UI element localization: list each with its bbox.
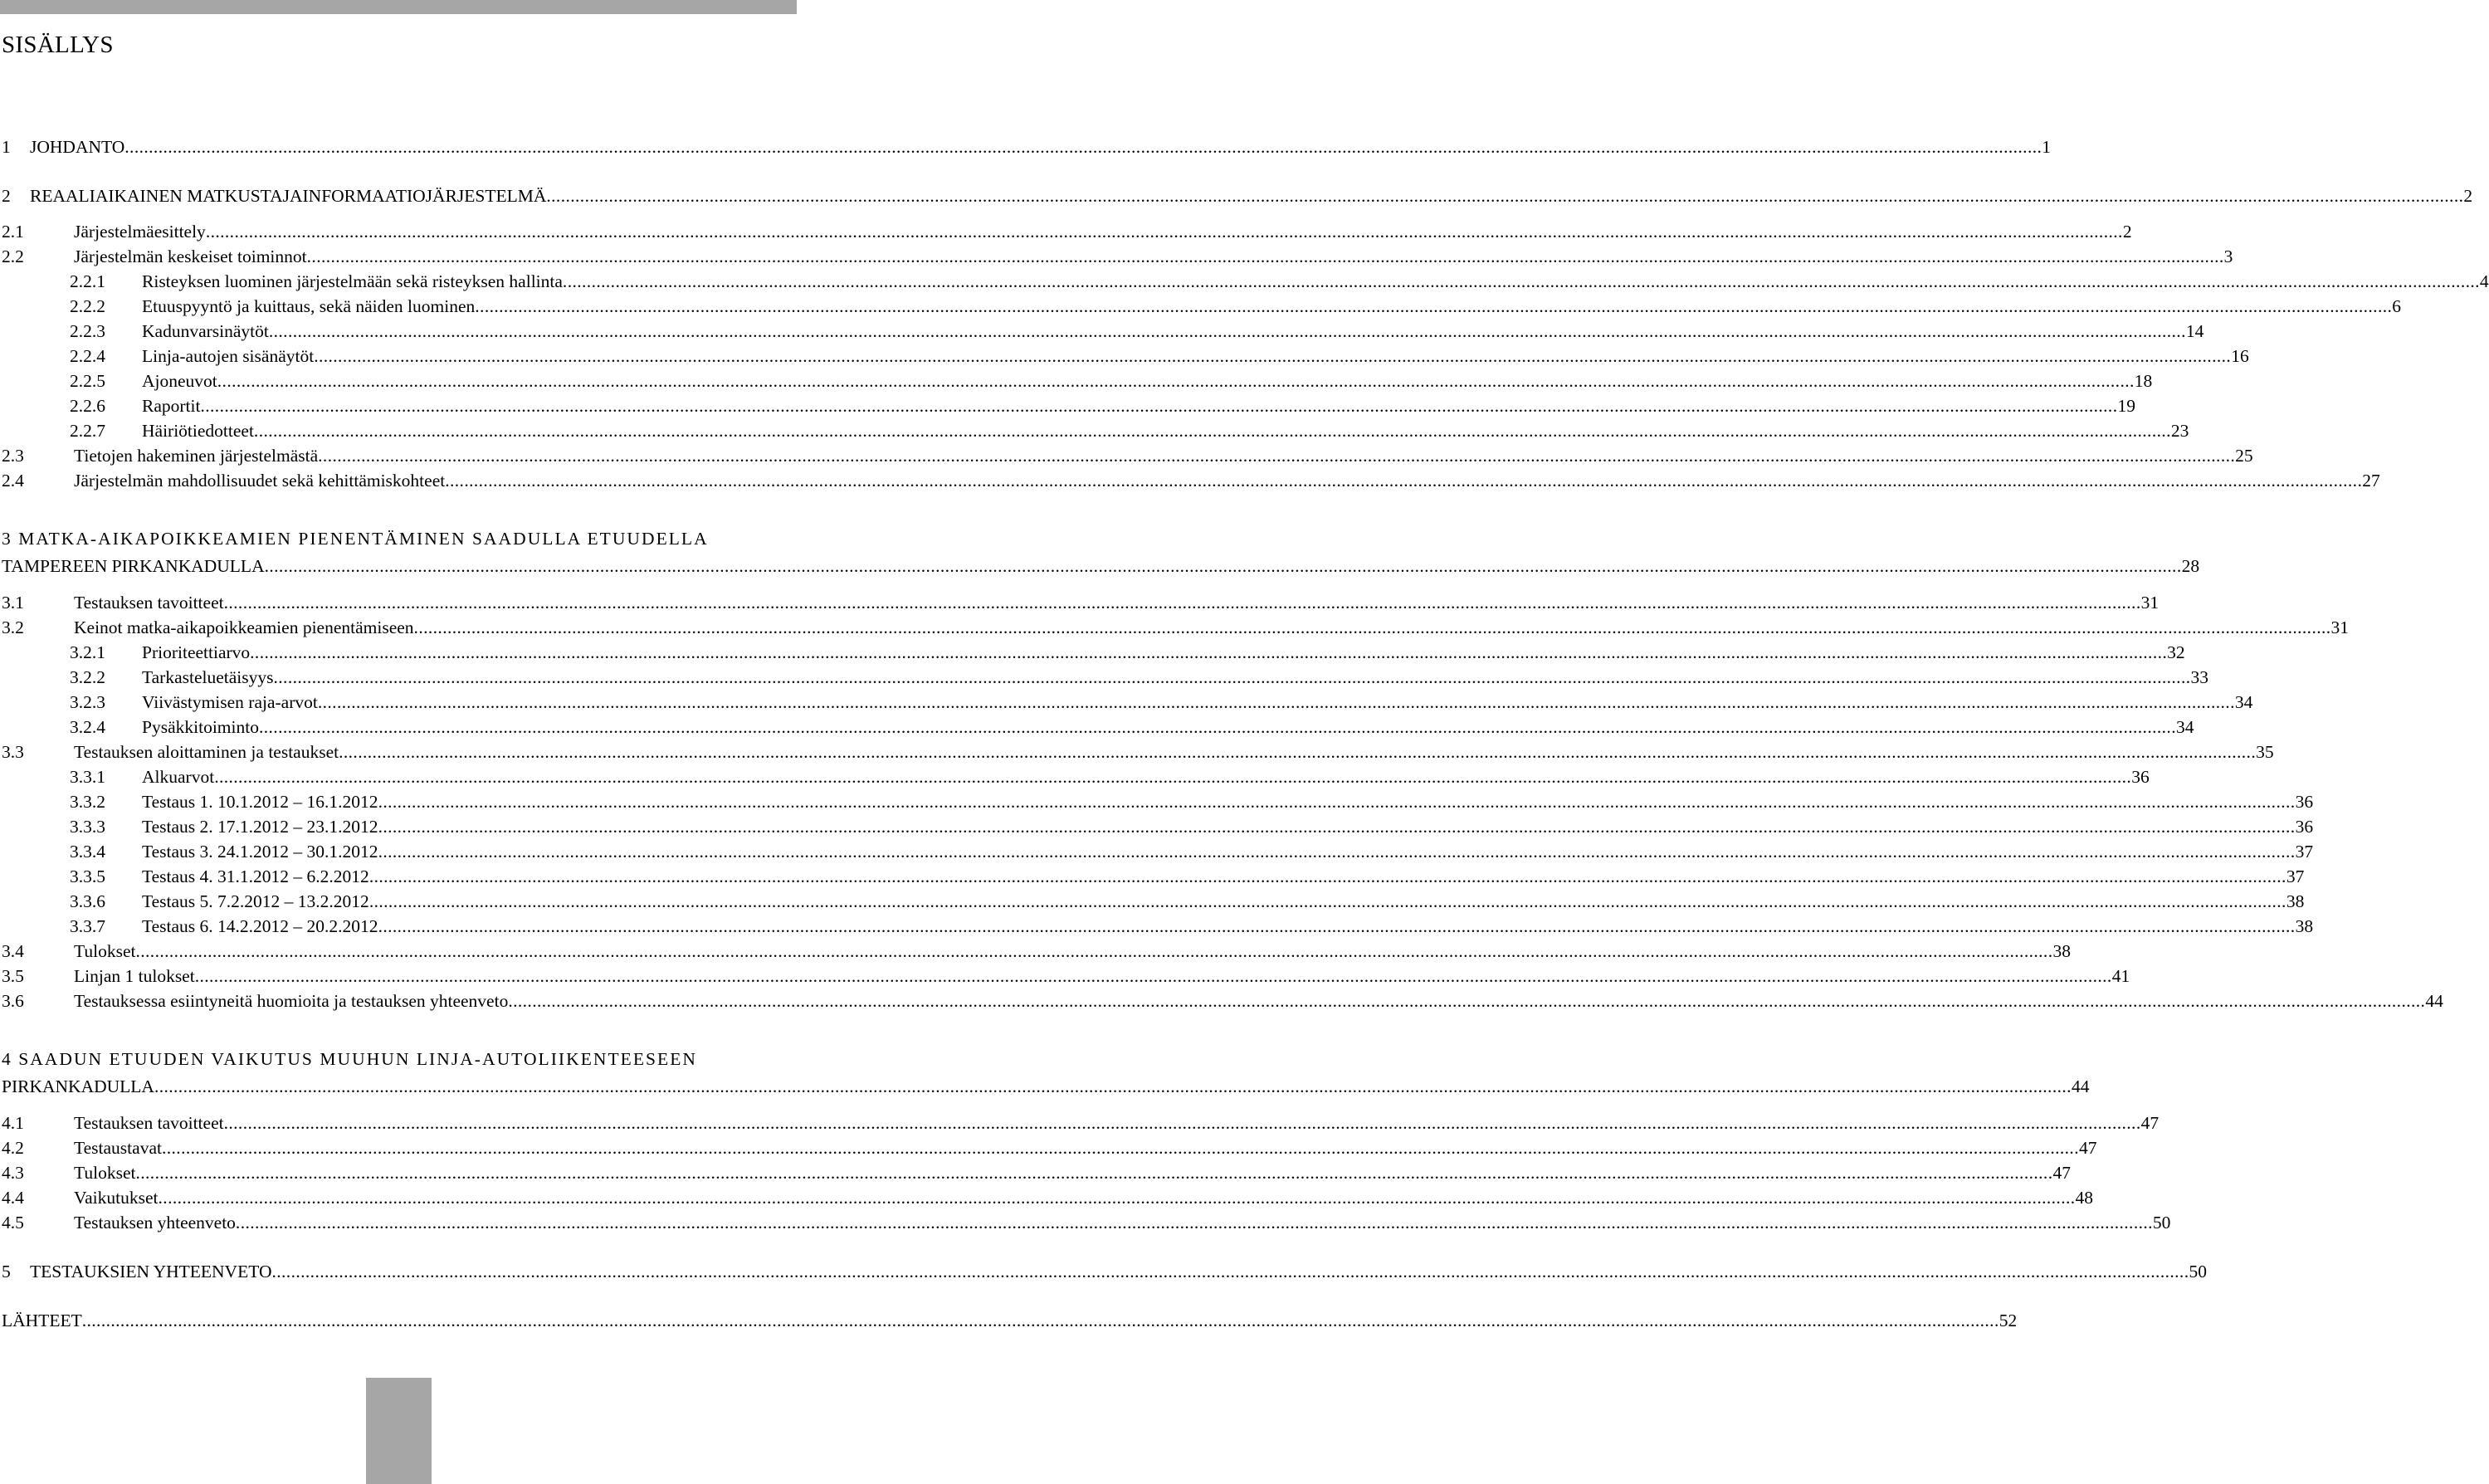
toc-entry-number: 5 (2, 1262, 11, 1281)
dot-leader: ................................................................................................................................................................................................................................................................................................................................................................................................................ (413, 618, 2331, 637)
toc-entry-number: 3.2.3 (70, 692, 105, 712)
toc-entry-page: 52 (1999, 1311, 2018, 1330)
toc-entry-label (2, 1074, 2090, 1099)
toc-entry-page: 25 (2235, 446, 2253, 466)
toc-entry[interactable] (0, 989, 2443, 1013)
toc-entry-title: Testaus 5. 7.2.2012 – 13.2.2012 (142, 891, 369, 911)
toc-entry[interactable] (0, 690, 2253, 715)
toc-entry-page: 31 (2330, 618, 2350, 637)
toc-entry-page: 38 (2052, 941, 2071, 961)
toc-entry-label (74, 1210, 2171, 1235)
toc-entry-line1[interactable] (0, 526, 796, 551)
dot-leader: ................................................................................................................................................................................................................................................................................................................................................................................................................ (268, 321, 2186, 341)
toc-entry-title: Testauksen tavoitteet (74, 593, 224, 613)
toc-entry-title: Linja-autojen sisänäytöt (142, 346, 315, 366)
toc-entry-number: 3.2.2 (70, 667, 105, 687)
toc-entry-line1[interactable] (0, 1047, 796, 1072)
toc-entry[interactable] (0, 939, 2071, 964)
toc-entry-title: Pysäkkitoiminto (142, 717, 259, 737)
toc-entry-title: Raportit (142, 396, 201, 416)
toc-entry-label (142, 889, 2305, 914)
toc-entry-line2[interactable] (0, 1074, 2090, 1099)
page-title: SISÄLLYS (2, 32, 114, 58)
toc-entry-number: 2.2.6 (70, 396, 105, 416)
toc-entry-label (30, 134, 2052, 159)
toc-entry-page: 3 (2223, 247, 2233, 266)
dot-leader: ................................................................................................................................................................................................................................................................................................................................................................................................................ (368, 866, 2286, 886)
toc-entry-number: 3.3.4 (70, 842, 105, 862)
dot-leader: ................................................................................................................................................................................................................................................................................................................................................................................................................ (271, 1262, 2189, 1281)
dot-leader: ................................................................................................................................................................................................................................................................................................................................................................................................................ (546, 186, 2464, 206)
toc-entry-page: 14 (2185, 321, 2204, 341)
toc-entry-label (142, 715, 2194, 740)
dot-leader: ................................................................................................................................................................................................................................................................................................................................................................................................................ (378, 817, 2296, 837)
toc-entry-title: Testauksen yhteenveto (74, 1213, 236, 1233)
toc-entry-page: 34 (2175, 717, 2194, 737)
toc-entry-page: 47 (2052, 1163, 2071, 1183)
toc-entry-title: 4 SAADUN ETUUDEN VAIKUTUS MUUHUN LINJA-AUTOLIIKENTEESEEN (2, 1049, 697, 1069)
toc-entry-number: 2.2.7 (70, 421, 105, 441)
toc-entry-title: Testaus 1. 10.1.2012 – 16.1.2012 (142, 792, 378, 812)
dot-leader: ................................................................................................................................................................................................................................................................................................................................................................................................................ (214, 767, 2132, 787)
toc-entry-page: 37 (2286, 866, 2305, 886)
toc-entry-title: Järjestelmäesittely (74, 222, 206, 242)
toc-entry-page: 38 (2286, 891, 2305, 911)
toc-entry-label (2, 1308, 2018, 1333)
toc-entry[interactable] (0, 1111, 2160, 1135)
toc-entry[interactable] (0, 590, 2160, 615)
toc-entry-page: 23 (2170, 421, 2189, 441)
page-number-box (366, 1378, 432, 1484)
toc-entry[interactable] (0, 839, 2314, 864)
toc-entry-label (142, 640, 2185, 665)
dot-leader: ................................................................................................................................................................................................................................................................................................................................................................................................................ (223, 593, 2141, 613)
toc-entry-label (142, 294, 2402, 319)
toc-entry-label (74, 443, 2253, 468)
toc-entry-number: 4.4 (2, 1188, 24, 1208)
toc-entry-number: 1 (2, 137, 11, 157)
toc-entry[interactable] (0, 418, 2189, 443)
toc-entry-label (142, 269, 2489, 294)
toc-entry[interactable] (0, 369, 2153, 393)
toc-entry-number: 2 (2, 186, 11, 206)
dot-leader: ................................................................................................................................................................................................................................................................................................................................................................................................................ (306, 247, 2224, 266)
toc-entry[interactable] (0, 443, 2253, 468)
toc-entry-number: 3.5 (2, 966, 24, 986)
toc-entry-title: JOHDANTO (30, 137, 125, 157)
toc-entry-page: 47 (2078, 1138, 2097, 1158)
toc-entry-title: TESTAUKSIEN YHTEENVETO (30, 1262, 272, 1281)
toc-entry-title: Linjan 1 tulokset (74, 966, 195, 986)
dot-leader: ................................................................................................................................................................................................................................................................................................................................................................................................................ (317, 692, 2235, 712)
toc-entry-title: 3 MATKA-AIKAPOIKKEAMIEN PIENENTÄMINEN SAADULLA ETUUDELLA (2, 529, 709, 549)
toc-entry-page: 1 (2042, 137, 2052, 157)
toc-entry-number: 3.1 (2, 593, 24, 613)
dot-leader: ................................................................................................................................................................................................................................................................................................................................................................................................................ (273, 667, 2191, 687)
toc-entry-page: 36 (2295, 817, 2314, 837)
toc-entry-page: 32 (2167, 642, 2185, 662)
toc-entry-label (142, 864, 2305, 889)
toc-entry-title: REAALIAIKAINEN MATKUSTAJAINFORMAATIOJÄRJESTELMÄ (30, 186, 547, 206)
toc-entry-title: Testaus 4. 31.1.2012 – 6.2.2012 (142, 866, 369, 886)
toc-entry[interactable] (0, 1135, 2097, 1160)
toc-entry[interactable] (0, 219, 2132, 244)
toc-entry-page: 36 (2295, 792, 2314, 812)
toc-entry-label (74, 1111, 2160, 1135)
dot-leader: ................................................................................................................................................................................................................................................................................................................................................................................................................ (378, 792, 2296, 812)
toc-entry[interactable] (0, 1210, 2171, 1235)
dot-leader: ................................................................................................................................................................................................................................................................................................................................................................................................................ (314, 346, 2232, 366)
toc-entry-label (74, 1135, 2097, 1160)
dot-leader: ................................................................................................................................................................................................................................................................................................................................................................................................................ (368, 891, 2286, 911)
toc-entry[interactable] (0, 269, 2489, 294)
toc-entry-page: 16 (2231, 346, 2249, 366)
toc-entry-page: 19 (2117, 396, 2135, 416)
dot-leader: ................................................................................................................................................................................................................................................................................................................................................................................................................ (318, 446, 2236, 466)
toc-entry-number: 4.1 (2, 1113, 24, 1133)
dot-leader: ................................................................................................................................................................................................................................................................................................................................................................................................................ (378, 916, 2296, 936)
dot-leader: ................................................................................................................................................................................................................................................................................................................................................................................................................ (158, 1188, 2076, 1208)
toc-entry[interactable] (0, 344, 2249, 369)
toc-entry-number: 3.4 (2, 941, 24, 961)
toc-entry[interactable] (0, 814, 2314, 839)
toc-entry-page: 4 (2479, 271, 2489, 291)
toc-entry[interactable] (0, 294, 2402, 319)
toc-entry[interactable] (0, 665, 2208, 690)
toc-entry-number: 2.2 (2, 247, 24, 266)
toc-entry-label (142, 344, 2249, 369)
toc-entry[interactable] (0, 1259, 2207, 1284)
toc-entry-number: 2.4 (2, 471, 24, 491)
dot-leader: ................................................................................................................................................................................................................................................................................................................................................................................................................ (258, 717, 2176, 737)
toc-entry[interactable] (0, 640, 2185, 665)
toc-entry-page: 47 (2140, 1113, 2160, 1133)
dot-leader: ................................................................................................................................................................................................................................................................................................................................................................................................................ (161, 1138, 2079, 1158)
toc-entry-title: Tulokset (74, 1163, 136, 1183)
toc-entry-page: 2 (2122, 222, 2132, 242)
toc-entry-page: 44 (2071, 1076, 2090, 1096)
toc-entry-page: 34 (2234, 692, 2253, 712)
toc-entry-label (74, 219, 2132, 244)
dot-leader: ................................................................................................................................................................................................................................................................................................................................................................................................................ (81, 1311, 1999, 1330)
toc-entry-label (142, 393, 2135, 418)
dot-leader: ................................................................................................................................................................................................................................................................................................................................................................................................................ (235, 1213, 2153, 1233)
toc-entry-number: 3.3.3 (70, 817, 105, 837)
toc-entry-page: 37 (2295, 842, 2314, 862)
toc-entry-page: 35 (2256, 742, 2274, 762)
toc-entry-number: 2.2.1 (70, 271, 105, 291)
toc-entry-page: 38 (2295, 916, 2314, 936)
toc-entry-title: Tulokset (74, 941, 136, 961)
toc-entry[interactable] (0, 1185, 2094, 1210)
toc-entry-label (74, 1185, 2094, 1210)
toc-entry-page: 48 (2075, 1188, 2094, 1208)
toc-entry-title-cont: PIRKANKADULLA (2, 1076, 154, 1096)
dot-leader: ................................................................................................................................................................................................................................................................................................................................................................................................................ (339, 742, 2257, 762)
toc-entry-title: Testauksen tavoitteet (74, 1113, 224, 1133)
toc-entry-number: 3.2.1 (70, 642, 105, 662)
dot-leader: ................................................................................................................................................................................................................................................................................................................................................................................................................ (445, 471, 2363, 491)
dot-leader: ................................................................................................................................................................................................................................................................................................................................................................................................................ (194, 966, 2112, 986)
toc-entry-title: Ajoneuvot (142, 371, 217, 391)
toc-entry-label (142, 690, 2253, 715)
toc-entry-label (142, 814, 2314, 839)
toc-entry-number: 2.2.3 (70, 321, 105, 341)
dot-leader: ................................................................................................................................................................................................................................................................................................................................................................................................................ (124, 137, 2042, 157)
toc-entry-number: 3.3.1 (70, 767, 105, 787)
toc-entry-number: 3.2.4 (70, 717, 105, 737)
toc-entry-number: 3.3.2 (70, 792, 105, 812)
dot-leader: ................................................................................................................................................................................................................................................................................................................................................................................................................ (562, 271, 2480, 291)
toc-entry-number: 4.2 (2, 1138, 24, 1158)
toc-entry-label (142, 665, 2208, 690)
toc-entry[interactable] (0, 615, 2350, 640)
dot-leader: ................................................................................................................................................................................................................................................................................................................................................................................................................ (205, 222, 2123, 242)
toc-entry[interactable] (0, 244, 2233, 269)
dot-leader: ................................................................................................................................................................................................................................................................................................................................................................................................................ (154, 1076, 2072, 1096)
toc-entry-label (142, 369, 2153, 393)
toc-entry[interactable] (0, 1308, 2018, 1333)
toc-entry-number: 2.2.2 (70, 296, 105, 316)
toc-entry-page: 2 (2463, 186, 2473, 206)
toc-entry-page: 27 (2362, 471, 2380, 491)
toc-entry-title: Tietojen hakeminen järjestelmästä (74, 446, 319, 466)
dot-leader: ................................................................................................................................................................................................................................................................................................................................................................................................................ (508, 991, 2426, 1011)
dot-leader: ................................................................................................................................................................................................................................................................................................................................................................................................................ (217, 371, 2135, 391)
toc-entry-number: 3.2 (2, 618, 24, 637)
toc-entry-label (30, 1259, 2207, 1284)
toc-entry-title-cont: TAMPEREEN PIRKANKADULLA (2, 556, 265, 576)
toc-entry-title: Järjestelmän mahdollisuudet sekä kehittämiskohteet (74, 471, 446, 491)
dot-leader: ................................................................................................................................................................................................................................................................................................................................................................................................................ (264, 556, 2182, 576)
toc-entry-title: Prioriteettiarvo (142, 642, 251, 662)
toc-entry-page: 36 (2131, 767, 2150, 787)
toc-entry-number: 3.3 (2, 742, 24, 762)
toc-entry[interactable] (0, 864, 2305, 889)
toc-entry-number: 3.3.6 (70, 891, 105, 911)
toc-entry-page: 6 (2392, 296, 2402, 316)
toc-entry-title: Tarkasteluetäisyys (142, 667, 274, 687)
toc-entry-label (142, 914, 2314, 939)
toc-entry-page: 50 (2152, 1213, 2171, 1233)
toc-entry-title: Kadunvarsinäytöt (142, 321, 269, 341)
dot-leader: ................................................................................................................................................................................................................................................................................................................................................................................................................ (250, 642, 2168, 662)
toc-entry-label (142, 319, 2204, 344)
dot-leader: ................................................................................................................................................................................................................................................................................................................................................................................................................ (135, 1163, 2053, 1183)
toc-entry-title: Järjestelmän keskeiset toiminnot (74, 247, 307, 266)
toc-entry-number: 2.2.5 (70, 371, 105, 391)
toc-entry-page: 18 (2134, 371, 2153, 391)
dot-leader: ................................................................................................................................................................................................................................................................................................................................................................................................................ (253, 421, 2171, 441)
toc-entry-number: 4.5 (2, 1213, 24, 1233)
toc-entry-label (74, 590, 2160, 615)
toc-entry-title: Viivästymisen raja-arvot (142, 692, 318, 712)
toc-entry-title: Vaikutukset (74, 1188, 159, 1208)
toc-entry-page: 31 (2140, 593, 2160, 613)
toc-entry-title: Testaus 2. 17.1.2012 – 23.1.2012 (142, 817, 378, 837)
toc-entry[interactable] (0, 889, 2305, 914)
toc-entry[interactable] (0, 183, 2473, 208)
toc-entry-title: Häiriötiedotteet (142, 421, 254, 441)
dot-leader: ................................................................................................................................................................................................................................................................................................................................................................................................................ (223, 1113, 2141, 1133)
toc-entry-page: 33 (2190, 667, 2208, 687)
toc-entry-page: 28 (2181, 556, 2200, 576)
toc-entry-title: Testaustavat (74, 1138, 162, 1158)
toc-entry-label (142, 839, 2314, 864)
toc-entry[interactable] (0, 789, 2314, 814)
toc-entry-title: Etuuspyyntö ja kuittaus, sekä näiden luominen (142, 296, 476, 316)
toc-entry-label (74, 468, 2380, 493)
toc-entry[interactable] (0, 964, 2130, 989)
toc-entry[interactable] (0, 468, 2380, 493)
toc-entry-number: 3.6 (2, 991, 24, 1011)
dot-leader: ................................................................................................................................................................................................................................................................................................................................................................................................................ (200, 396, 2118, 416)
toc-entry-title: LÄHTEET (2, 1311, 82, 1330)
dot-leader: ................................................................................................................................................................................................................................................................................................................................................................................................................ (378, 842, 2296, 862)
toc-entry-label (142, 764, 2150, 789)
toc-entry-label (74, 989, 2443, 1013)
toc-entry-label (142, 418, 2189, 443)
toc-entry-title: Keinot matka-aikapoikkeamien pienentämiseen (74, 618, 414, 637)
toc-entry-title: Alkuarvot (142, 767, 215, 787)
toc-entry-title: Testauksen aloittaminen ja testaukset (74, 742, 339, 762)
dot-leader: ................................................................................................................................................................................................................................................................................................................................................................................................................ (135, 941, 2053, 961)
toc-entry-title: Testaus 3. 24.1.2012 – 30.1.2012 (142, 842, 378, 862)
toc-entry-label (2, 554, 2200, 578)
toc-entry-page: 44 (2425, 991, 2443, 1011)
toc-entry-page: 41 (2111, 966, 2130, 986)
toc-entry-label (30, 183, 2473, 208)
toc-entry-label (74, 1160, 2071, 1185)
toc-entry-number: 2.3 (2, 446, 24, 466)
toc-entry[interactable] (0, 319, 2204, 344)
toc-entry[interactable] (0, 740, 2274, 764)
toc-entry-label (74, 615, 2350, 640)
toc-entry-number: 2.2.4 (70, 346, 105, 366)
dot-leader: ................................................................................................................................................................................................................................................................................................................................................................................................................ (475, 296, 2393, 316)
toc-entry-line2[interactable] (0, 554, 2200, 578)
toc-entry[interactable] (0, 764, 2150, 789)
toc-entry[interactable] (0, 134, 2052, 159)
toc-entry-number: 2.1 (2, 222, 24, 242)
toc-entry-label (74, 244, 2233, 269)
toc-entry[interactable] (0, 715, 2194, 740)
toc-entry-title: Testaus 6. 14.2.2012 – 20.2.2012 (142, 916, 378, 936)
toc-entry-number: 4.3 (2, 1163, 24, 1183)
toc-entry-page: 50 (2189, 1262, 2207, 1281)
toc-entry-title: Testauksessa esiintyneitä huomioita ja testauksen yhteenveto (74, 991, 509, 1011)
toc-entry-number: 3.3.5 (70, 866, 105, 886)
toc-entry[interactable] (0, 393, 2135, 418)
toc-entry-label (74, 964, 2130, 989)
toc-entry-label (74, 939, 2071, 964)
toc-entry-number: 3.3.7 (70, 916, 105, 936)
toc-entry-title: Risteyksen luominen järjestelmään sekä risteyksen hallinta (142, 271, 563, 291)
toc-entry[interactable] (0, 914, 2314, 939)
toc-entry-label (142, 789, 2314, 814)
toc-entry-label (74, 740, 2274, 764)
toc-entry[interactable] (0, 1160, 2071, 1185)
